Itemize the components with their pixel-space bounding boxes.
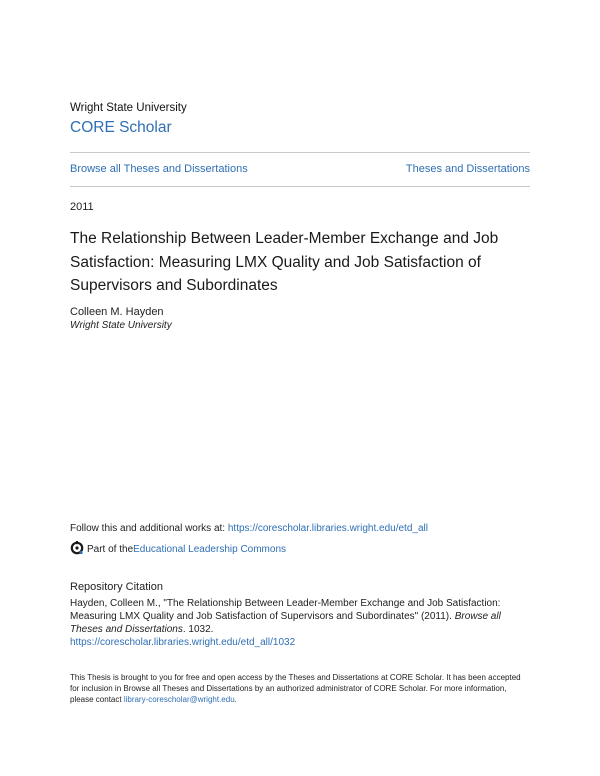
university-name: Wright State University xyxy=(70,102,187,114)
divider-top xyxy=(70,152,530,153)
citation-number: . 1032. xyxy=(182,624,214,635)
contact-email-link[interactable]: library-corescholar@wright.edu xyxy=(123,695,235,704)
follow-label: Follow this and additional works at: xyxy=(70,523,228,534)
follow-url-link[interactable]: https://corescholar.libraries.wright.edu/etd_all xyxy=(227,523,428,534)
citation-main: Hayden, Colleen M., "The Relationship Between Leader-Member Exchange and Job Satisfaction: Measuring LMX Quality and Job Satisfaction of Supervisors and Subordinates" (2011). xyxy=(70,598,501,622)
access-notice xyxy=(70,672,530,705)
educational-leadership-link[interactable]: Educational Leadership Commons xyxy=(133,544,287,555)
notice-end: . xyxy=(234,695,237,704)
network-icon xyxy=(70,541,87,558)
document-title: The Relationship Between Leader-Member Exchange and Job Satisfaction: Measuring LMX Quality and Job Satisfaction of Supervisors and Subordinates xyxy=(70,230,499,294)
author-name: Colleen M. Hayden xyxy=(70,306,164,318)
theses-dissertations-link[interactable]: Theses and Dissertations xyxy=(405,163,530,175)
citation-text xyxy=(70,597,530,649)
citation-heading: Repository Citation xyxy=(70,581,163,593)
notice-text: This Thesis is brought to you for free and open access by the Theses and Dissertations at CORE Scholar. It has been accepted for inclusion in Browse all Theses and Dissertations by an authorized administrator of CORE Scholar. For more information, please contact xyxy=(70,673,521,704)
citation-url-link[interactable]: https://corescholar.libraries.wright.edu/etd_all/1032 xyxy=(70,637,296,648)
part-of-line xyxy=(70,541,286,558)
divider-bottom xyxy=(70,186,530,187)
part-of-label: Part of the xyxy=(87,544,134,555)
publication-year: 2011 xyxy=(70,201,94,213)
follow-line xyxy=(70,523,428,534)
browse-all-link[interactable]: Browse all Theses and Dissertations xyxy=(70,163,248,175)
author-affiliation: Wright State University xyxy=(70,320,172,331)
repository-link[interactable]: CORE Scholar xyxy=(70,119,172,136)
citation-series: Browse all Theses and Dissertations xyxy=(70,611,501,635)
